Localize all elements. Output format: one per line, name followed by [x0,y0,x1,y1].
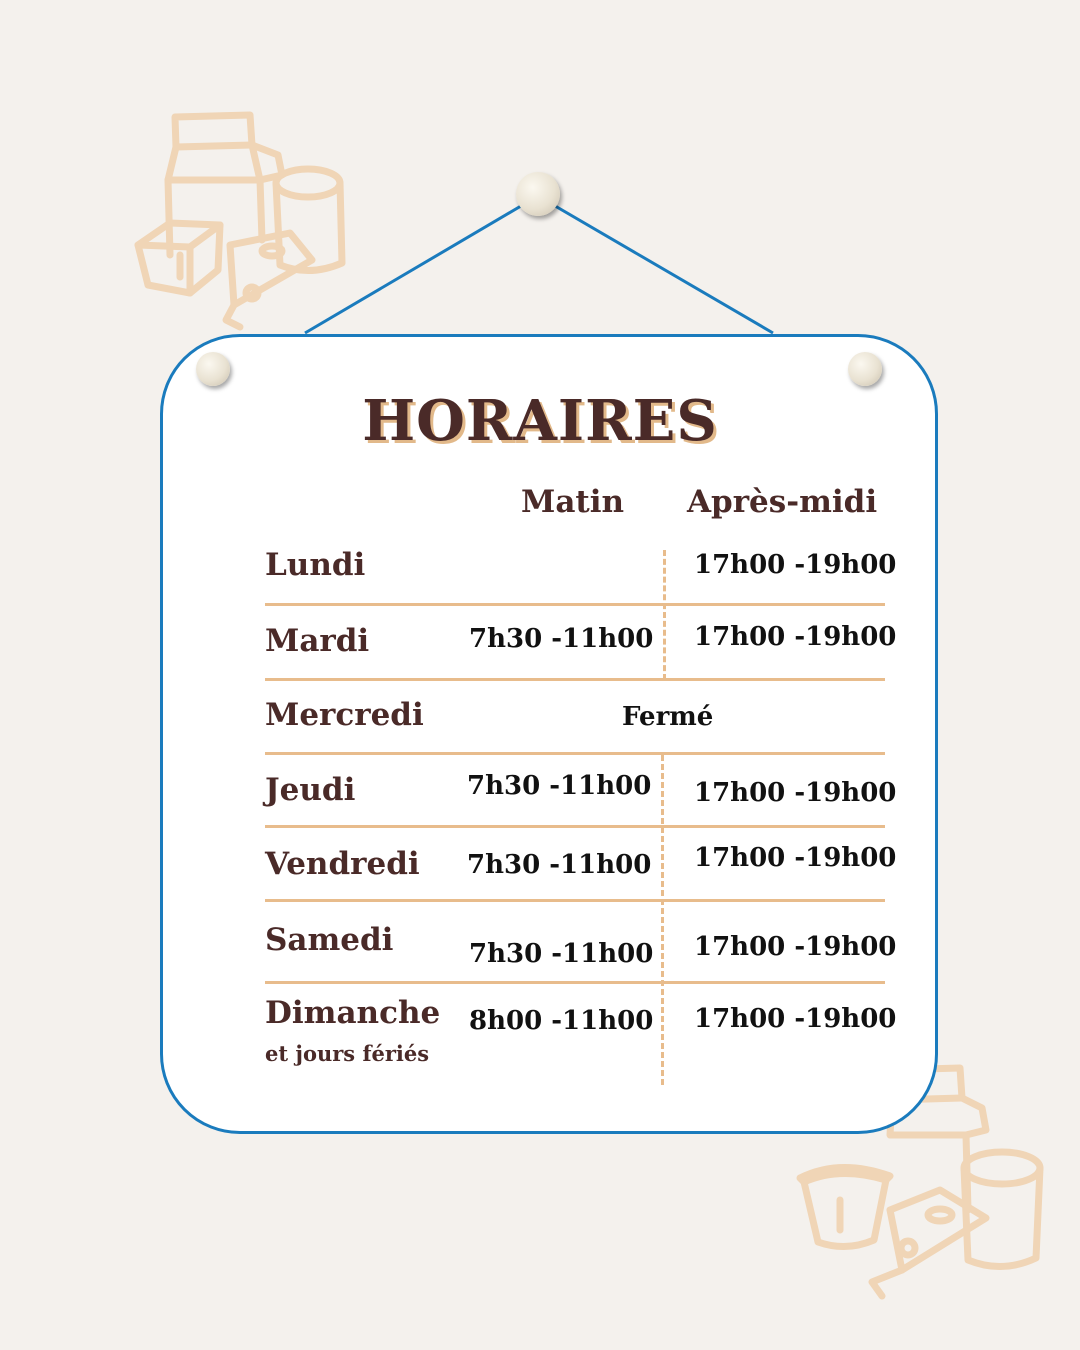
day-label: Jeudi [265,772,356,808]
afternoon-hours: 17h00 -19h00 [694,778,897,808]
row-divider [265,752,885,755]
pushpin-icon-top [516,172,560,216]
row-divider [265,899,885,902]
day-label: Lundi [265,547,366,583]
column-header-morning: Matin [521,484,625,520]
day-label: Mercredi [265,697,424,733]
day-label: Samedi [265,922,394,958]
pushpin-icon-left [196,352,230,386]
morning-hours: 7h30 -11h00 [467,850,652,880]
day-sublabel: et jours fériés [265,1041,430,1066]
row-divider [265,981,885,984]
afternoon-hours: 17h00 -19h00 [694,622,897,652]
pushpin-icon-right [848,352,882,386]
row-divider [265,678,885,681]
morning-hours: 8h00 -11h00 [469,1006,654,1036]
column-separator [663,550,666,680]
morning-hours: 7h30 -11h00 [469,624,654,654]
afternoon-hours: 17h00 -19h00 [694,550,897,580]
day-label: Dimanche [265,995,441,1031]
day-label: Mardi [265,623,370,659]
column-separator [661,755,664,1085]
column-header-afternoon: Après-midi [687,484,878,520]
closed-label: Fermé [622,702,714,732]
row-divider [265,825,885,828]
yogurt-cup-icon [800,1167,890,1246]
afternoon-hours: 17h00 -19h00 [694,932,897,962]
morning-hours: 7h30 -11h00 [469,939,654,969]
row-divider [265,603,885,606]
page-title: HORAIRES [362,388,718,454]
morning-hours: 7h30 -11h00 [467,771,652,801]
afternoon-hours: 17h00 -19h00 [694,843,897,873]
day-label: Vendredi [265,846,420,882]
afternoon-hours: 17h00 -19h00 [694,1004,897,1034]
